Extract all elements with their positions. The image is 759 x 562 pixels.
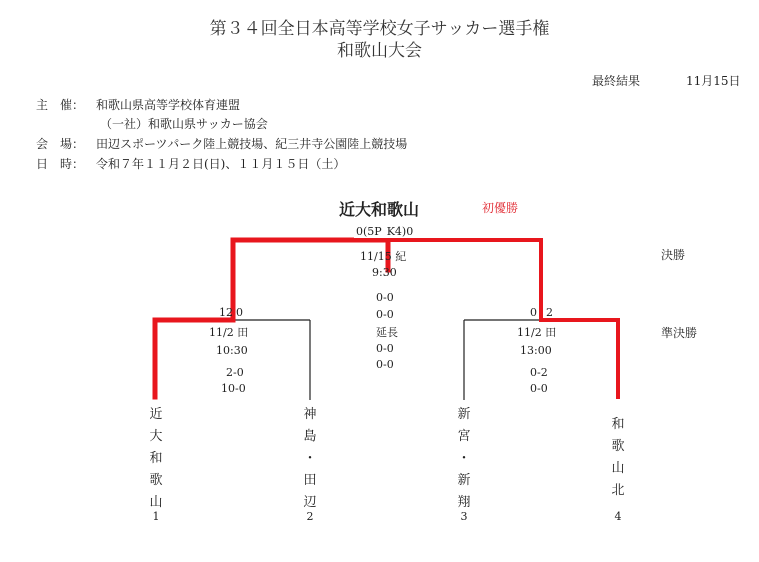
semi2-score-right: 2	[546, 306, 553, 319]
final-date-venue: 11/15 紀	[360, 250, 407, 263]
venue: 田辺スポーツパーク陸上競技場、紀三井寺公園陸上競技場	[96, 137, 408, 151]
team-1-char: 大	[149, 429, 163, 444]
venue-label: 会 場：	[36, 137, 85, 151]
team-4	[608, 414, 628, 502]
semi1-date-venue: 11/2 田	[209, 326, 249, 339]
semi2-date-venue: 11/2 田	[517, 326, 557, 339]
organizer-2: （一社）和歌山県サッカー協会	[100, 117, 268, 131]
team-2-char: 神	[303, 407, 317, 422]
semi1-half1: 2-0	[226, 366, 244, 379]
semi2-time: 13:00	[520, 344, 552, 357]
round-semifinal-label: 準決勝	[661, 326, 698, 340]
final-score-pk: K4)0	[386, 225, 414, 238]
semi2-half2: 0-0	[530, 382, 548, 395]
semi1-score-left: 12	[219, 306, 233, 319]
team-2-char: 島	[303, 429, 317, 444]
final-score-main: 0(5P	[356, 225, 382, 238]
final-et1: 0-0	[376, 342, 394, 355]
dates: 令和７年１１月２日(日)、１１月１５日（土）	[96, 157, 346, 171]
page-title: 第３４回全日本高等学校女子サッカー選手権	[209, 19, 550, 39]
organizer-label: 主 催：	[36, 98, 85, 112]
status-date: 11月15日	[686, 74, 741, 88]
team-3-char: 新	[457, 473, 471, 488]
team-4-char: 歌	[611, 439, 625, 454]
team-4-char: 北	[611, 483, 625, 498]
team-1-char: 山	[149, 495, 163, 510]
semi2-score-left: 0	[530, 306, 537, 319]
team-3-char: ・	[457, 451, 471, 466]
team-1-number: 1	[152, 510, 160, 523]
semi2-half1: 0-2	[530, 366, 548, 379]
team-2	[300, 404, 320, 514]
team-4-char: 山	[611, 461, 625, 476]
team-1	[146, 404, 166, 514]
winner-name: 近大和歌山	[339, 200, 420, 219]
team-2-char: 田	[303, 473, 317, 488]
champion-badge: 初優勝	[482, 201, 519, 215]
team-3	[454, 404, 474, 514]
team-4-char: 和	[611, 417, 625, 432]
team-2-char: 辺	[303, 495, 317, 510]
team-1-char: 和	[149, 451, 163, 466]
team-3-number: 3	[460, 510, 468, 523]
round-final-label: 決勝	[661, 248, 686, 262]
team-3-char: 翔	[457, 495, 471, 510]
final-score	[354, 225, 415, 238]
semi1-score-right: 0	[236, 306, 243, 319]
final-half1: 0-0	[376, 291, 394, 304]
final-half2: 0-0	[376, 308, 394, 321]
organizer-1: 和歌山県高等学校体育連盟	[96, 98, 241, 112]
date-label: 日 時：	[36, 157, 85, 171]
final-et2: 0-0	[376, 358, 394, 371]
final-extra-label: 延長	[376, 326, 398, 339]
team-1-char: 歌	[149, 473, 163, 488]
team-2-number: 2	[306, 510, 314, 523]
team-3-char: 宮	[457, 429, 471, 444]
team-3-char: 新	[457, 407, 471, 422]
page-subtitle: 和歌山大会	[337, 41, 422, 61]
semi1-time: 10:30	[216, 344, 248, 357]
team-4-number: 4	[614, 510, 622, 523]
team-1-char: 近	[149, 407, 163, 422]
final-time: 9:30	[372, 266, 397, 279]
status-label: 最終結果	[592, 74, 641, 88]
team-2-char: ・	[303, 451, 317, 466]
semi1-half2: 10-0	[221, 382, 246, 395]
